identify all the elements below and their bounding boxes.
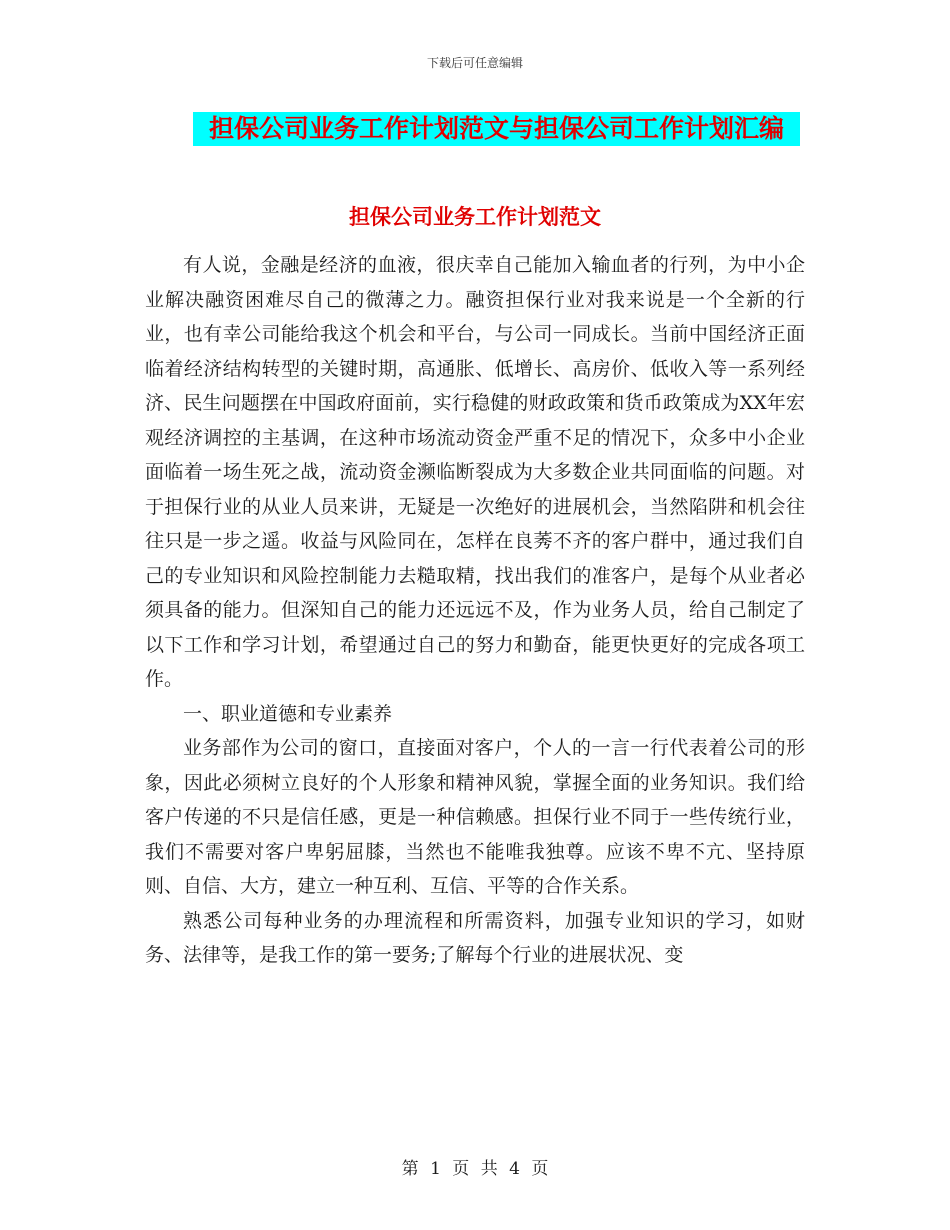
header-note: 下载后可任意编辑 bbox=[426, 56, 523, 70]
paragraph-ethics: 业务部作为公司的窗口，直接面对客户，个人的一言一行代表着公司的形象，因此必须树立良好的个人形象和精神风貌，掌握全面的业务知识。我们给客户传递的不只是信任感，更是一种信赖感。担保行业不同于一些传统行业，我们不需要对客户卑躬屈膝，当然也不能唯我独尊。应该不卑不亢、坚持原则、自信、大方，建立一种互利、互信、平等的合作关系。 bbox=[145, 737, 805, 897]
section-title: 担保公司业务工作计划范文 bbox=[349, 205, 601, 229]
document-body bbox=[145, 248, 805, 973]
paragraph-knowledge: 熟悉公司每种业务的办理流程和所需资料，加强专业知识的学习，如财务、法律等，是我工作的第一要务;了解每个行业的进展状况、变 bbox=[145, 909, 805, 966]
paragraph-heading-ethics: 一、职业道德和专业素养 bbox=[183, 702, 393, 725]
page-footer: 第 1 页 共 4 页 bbox=[401, 1159, 549, 1179]
document-main-title: 担保公司业务工作计划范文与担保公司工作计划汇编 bbox=[193, 112, 800, 146]
paragraph-intro: 有人说，金融是经济的血液，很庆幸自己能加入输血者的行列，为中小企业解决融资困难尽自己的微薄之力。融资担保行业对我来说是一个全新的行业，也有幸公司能给我这个机会和平台，与公司一同成长。当前中国经济正面临着经济结构转型的关键时期，高通胀、低增长、高房价、低收入等一系列经济、民生问题摆在中国政府面前，实行稳健的财政政策和货币政策成为XX年宏观经济调控的主基调，在这种市场流动资金严重不足的情况下，众多中小企业面临着一场生死之战，流动资金濒临断裂成为大多数企业共同面临的问题。对于担保行业的从业人员来讲，无疑是一次绝好的进展机会，当然陷阱和机会往往只是一步之遥。收益与风险同在，怎样在良莠不齐的客户群中，通过我们自己的专业知识和风险控制能力去糙取精，找出我们的准客户，是每个从业者必须具备的能力。但深知自己的能力还远远不及，作为业务人员，给自己制定了以下工作和学习计划，希望通过自己的努力和勤奋，能更快更好的完成各项工作。 bbox=[145, 254, 805, 690]
